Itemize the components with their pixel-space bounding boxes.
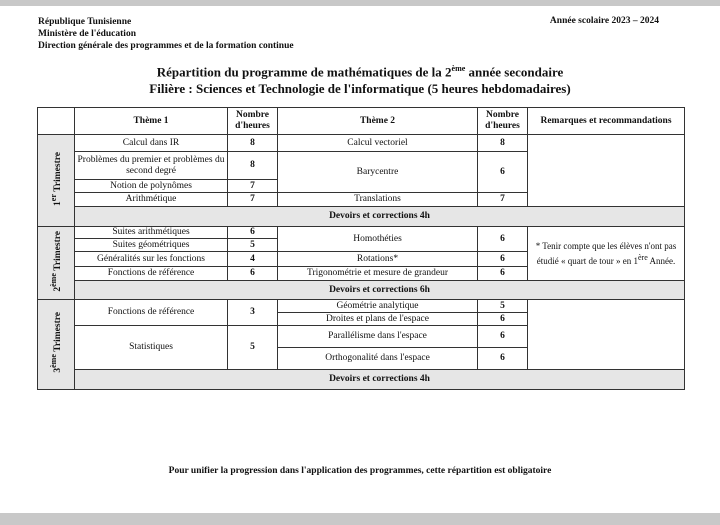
title-sup: ème	[451, 64, 466, 73]
table-row	[38, 370, 685, 390]
theme1-cell: Fonctions de référence	[75, 300, 228, 326]
school-year: Année scolaire 2023 – 2024	[549, 16, 659, 26]
remarks-cell-2	[528, 227, 685, 281]
hours1-cell: 7	[228, 193, 278, 207]
tri-sup: ème	[48, 354, 58, 369]
hours2-cell: 8	[478, 135, 528, 152]
hours1-cell: 3	[228, 300, 278, 326]
header-line-republic: République Tunisienne	[38, 17, 132, 27]
table-row	[38, 135, 685, 152]
hours1-cell: 6	[228, 227, 278, 239]
document-subtitle: Filière : Sciences et Technologie de l'informatique (5 heures hebdomadaires)	[149, 81, 571, 96]
devoirs-row-1: Devoirs et corrections 4h	[75, 207, 685, 227]
hours2-cell: 6	[478, 313, 528, 326]
theme1-cell: Calcul dans IR	[75, 135, 228, 152]
col-theme1: Thème 1	[75, 108, 228, 135]
header-institution	[38, 16, 294, 52]
hours1-cell: 4	[228, 252, 278, 267]
table-row	[38, 281, 685, 300]
theme1-cell: Statistiques	[75, 326, 228, 370]
theme2-cell: Rotations*	[278, 252, 478, 267]
hours2-cell: 6	[478, 267, 528, 281]
title-part: année secondaire	[465, 64, 564, 80]
theme2-cell: Barycentre	[278, 152, 478, 193]
hours2-cell: 7	[478, 193, 528, 207]
hours1-cell: 7	[228, 180, 278, 193]
hours1-cell: 8	[228, 152, 278, 180]
theme2-cell: Trigonométrie et mesure de grandeur	[278, 267, 478, 281]
trimester-2-label	[38, 227, 75, 300]
hours1-cell: 5	[228, 239, 278, 252]
theme1-cell: Arithmétique	[75, 193, 228, 207]
hours1-cell: 8	[228, 135, 278, 152]
hours2-cell: 6	[478, 227, 528, 252]
theme2-cell: Droites et plans de l'espace	[278, 313, 478, 326]
remark-sup: ère	[637, 252, 648, 262]
table-row	[38, 300, 685, 313]
table-header-row	[38, 108, 685, 135]
document-title	[0, 64, 720, 80]
theme2-cell: Calcul vectoriel	[278, 135, 478, 152]
theme1-cell: Suites géométriques	[75, 239, 228, 252]
col-remarks: Remarques et recommandations	[528, 108, 685, 135]
hours2-cell: 6	[478, 252, 528, 267]
trimester-3-label	[38, 300, 75, 390]
theme2-cell: Homothéties	[278, 227, 478, 252]
devoirs-row-2: Devoirs et corrections 6h	[75, 281, 685, 300]
tri-sup: er	[48, 193, 58, 201]
tri-text: Trimestre	[53, 312, 64, 352]
theme1-cell: Suites arithmétiques	[75, 227, 228, 239]
theme2-cell: Géométrie analytique	[278, 300, 478, 313]
table-row	[38, 227, 685, 239]
tri-num: 2	[53, 286, 64, 292]
theme2-cell: Orthogonalité dans l'espace	[278, 348, 478, 370]
header-line-ministry: Ministère de l'éducation	[38, 29, 136, 39]
corner-cell	[38, 108, 75, 135]
hours2-cell: 5	[478, 300, 528, 313]
hours2-cell: 6	[478, 348, 528, 370]
remarks-cell-3	[528, 300, 685, 370]
hours2-cell: 6	[478, 152, 528, 193]
devoirs-row-3: Devoirs et corrections 4h	[75, 370, 685, 390]
tri-text: Trimestre	[53, 230, 64, 271]
hours2-cell: 6	[478, 326, 528, 348]
col-theme2: Thème 2	[278, 108, 478, 135]
theme1-cell: Notion de polynômes	[75, 180, 228, 193]
top-border	[0, 0, 720, 6]
title-part: Répartition du programme de mathématiques de la 2	[156, 64, 452, 80]
theme1-cell: Fonctions de référence	[75, 267, 228, 281]
remark-text: Année.	[647, 255, 676, 266]
theme1-cell: Problèmes du premier et problèmes du second degré	[75, 152, 228, 180]
remark-text: * Tenir compte que les élèves n'ont pas étudié « quart de tour » en 1	[535, 240, 677, 266]
header-line-direction: Direction générale des programmes et de la formation continue	[38, 41, 294, 51]
footer-note: Pour unifier la progression dans l'application des programmes, cette répartition est obligatoire	[168, 466, 552, 476]
col-hours2: Nombre d'heures	[478, 108, 528, 135]
table-row	[38, 207, 685, 227]
hours1-cell: 5	[228, 326, 278, 370]
theme2-cell: Parallélisme dans l'espace	[278, 326, 478, 348]
tri-sup: ème	[48, 272, 58, 287]
tri-text: Trimestre	[53, 151, 64, 192]
program-table	[37, 107, 685, 390]
theme1-cell: Généralités sur les fonctions	[75, 252, 228, 267]
remarks-cell-1	[528, 135, 685, 207]
tri-num: 3	[53, 368, 64, 373]
tri-num: 1	[53, 200, 64, 206]
hours1-cell: 6	[228, 267, 278, 281]
col-hours1: Nombre d'heures	[228, 108, 278, 135]
trimester-1-label	[38, 135, 75, 227]
theme2-cell: Translations	[278, 193, 478, 207]
bottom-border	[0, 513, 720, 525]
